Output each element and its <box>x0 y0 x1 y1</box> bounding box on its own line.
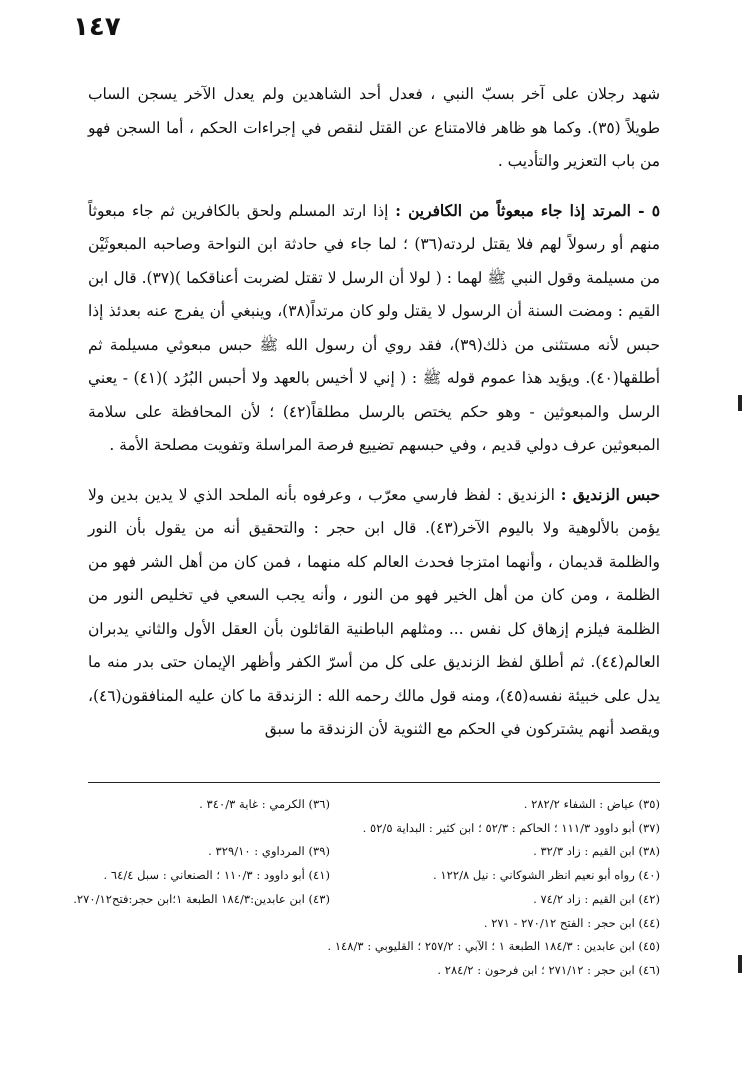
footnote-43: (٤٣) ابن عابدين:١٨٤/٣ الطبعة ١؛ابن حجر:فتح٢٧٠/١٢. <box>73 891 330 906</box>
footnote-41: (٤١) أبو داوود : ١١٠/٣ ؛ الصنعاني : سبل ٦٤/٤ . <box>103 868 330 883</box>
paragraph-3 <box>88 479 660 747</box>
paragraph-text: شهد رجلان على آخر بسبّ النبي ، فعدل أحد الشاهدين ولم يعدل الآخر يسجن الساب طويلاً (٣٥). وكما هو ظاهر فالامتناع عن القتل لنقص في إجراءات الحكم ، أما السجن فهو من باب التعزير والتأديب . <box>88 85 660 170</box>
paragraph-2 <box>88 195 660 463</box>
footnote-row <box>73 888 660 912</box>
footnote-row <box>88 840 660 864</box>
footnote-39: (٣٩) المرداوي : ٣٢٩/١٠ . <box>208 844 330 859</box>
section-heading-apostate-envoy: ٥ - المرتد إذا جاء مبعوثاً من الكافرين : <box>395 201 661 220</box>
footnote-divider <box>88 782 660 783</box>
paragraph-text: إذا ارتد المسلم ولحق بالكافرين ثم جاء مبعوثاً منهم أو رسولاً لهم فلا يقتل لردته(٣٦) ؛ لما جاء في حادثة ابن النواحة وصاحبه المبعوثَيْن من مسيلمة وقول النبي ﷺ لهما : ( لولا أن الرسل لا تقتل لضربت أعناقكما )(٣٧). قال ابن القيم : ومضت السنة أن الرسول لا يقتل ولو كان مرتداً(٣٨)، وينبغي أن يفرج عنه بعدئذ إذا حبس لأنه مستثنى من ذلك(٣٩)، فقد روي أن رسول الله ﷺ حبس مبعوثي مسيلمة ثم أطلقها(٤٠). ويؤيد هذا عموم قوله ﷺ : ( إني لا أخيس بالعهد ولا أحبس البُرُد )(٤١) - يعني الرسل والمبعوثين - وهو حكم يختص بالرسل مطلقاً(٤٢) ؛ لأن المحافظة على سلامة المبعوثين عرف دولي قديم ، وفي حبسهم تضييع فرصة المراسلة وتفويت مصلحة الأمة . <box>88 201 661 454</box>
footnote-row <box>88 864 660 888</box>
footnote-42: (٤٢) ابن القيم : زاد ٧٤/٢ . <box>533 891 660 906</box>
footnote-35: (٣٥) عياض : الشفاء ٢٨٢/٢ . <box>523 797 660 811</box>
footnote-row <box>88 793 660 817</box>
footnote-44: (٤٤) ابن حجر : الفتح ٢٧٠/١٢ - ٢٧١ . <box>483 915 660 930</box>
section-heading-zindiq: حبس الزنديق : <box>560 485 660 504</box>
footnote-38: (٣٨) ابن القيم : زاد ٣٢/٣ . <box>533 844 660 859</box>
paragraph-text: الزنديق : لفظ فارسي معرّب ، وعرفوه بأنه الملحد الذي لا يدين بدين ولا يؤمن بالألوهية ولا باليوم الآخر(٤٣). قال ابن حجر : والتحقيق أنه من يقول بأن النور والظلمة قديمان ، وأنهما امتزجا فحدث العالم كله منهما ، فمن كان من أهل الشر فهو من الظلمة ، ومن كان من أهل الخير فهو من النور ، وأنه يجب السعي في تخليص النور من الظلمة فيلزم إزهاق كل نفس ... ومثلهم الباطنية القائلون بأن العقل الأول والثاني يدبران العالم(٤٤). ثم أطلق لفظ الزنديق على كل من أسرّ الكفر وأظهر الإيمان حتى بدر منه ما يدل على خبيئة نفسه(٤٥)، ومنه قول مالك رحمه الله : الزندقة ما كان عليه المنافقون(٤٦)، ويقصد أنهم يشتركون في الحكم مع الثنوية لأن الزندقة ما سبق <box>88 485 660 738</box>
footnote-36: (٣٦) الكرمي : غاية ٣٤٠/٣ . <box>199 797 330 811</box>
scan-edge-mark <box>738 395 742 411</box>
footnote-40: (٤٠) رواه أبو نعيم انظر الشوكاني : نيل ١٢٢/٨ . <box>433 868 660 883</box>
main-text <box>88 78 660 747</box>
scan-edge-mark <box>738 955 742 973</box>
footnote-45: (٤٥) ابن عابدين : ١٨٤/٣ الطبعة ١ ؛ الآبي : ٢٥٧/٢ ؛ القليوبي : ١٤٨/٣ . <box>327 939 660 954</box>
footnote-37: (٣٧) أبو داوود ١١١/٣ ؛ الحاكم : ٥٢/٣ ؛ ابن كثير : البداية ٥٢/٥ . <box>362 820 660 835</box>
paragraph-1 <box>88 78 660 179</box>
footnotes <box>73 793 660 983</box>
footnote-46: (٤٦) ابن حجر : ٢٧١/١٢ ؛ ابن فرحون : ٢٨٤/٢ . <box>437 962 660 977</box>
page-number: ١٤٧ <box>73 12 121 42</box>
